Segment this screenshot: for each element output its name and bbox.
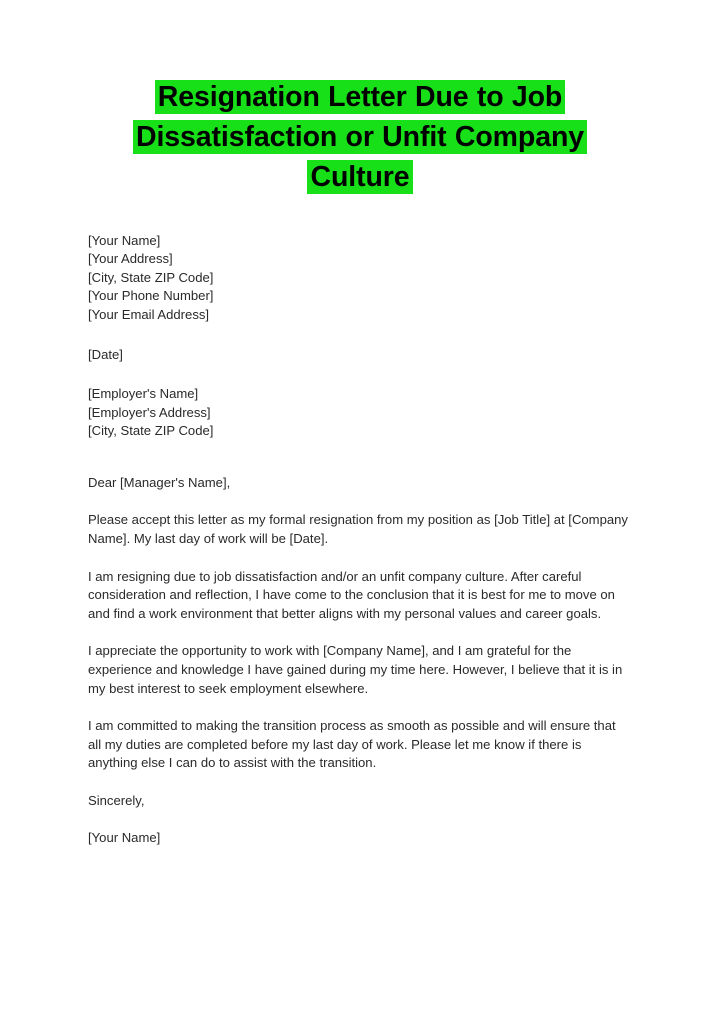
spacer-para-1 [88,549,632,568]
page-title [90,78,630,198]
letter-body [0,232,720,848]
body-paragraph-4: I am committed to making the transition process as smooth as possible and will ensure that all my duties are completed before my last day of work. Please let me know if there is anything else I can do to assist with the transition. [88,718,616,771]
title-block [0,0,720,198]
title-line-2: Dissatisfaction or Unfit Company [133,120,587,154]
body-paragraph-2: I am resigning due to job dissatisfaction and/or an unfit company culture. After careful consideration and reflection, I have come to the conclusion that it is best for me to move on and find a work environment that better aligns with my personal values and career goals. [88,568,615,621]
body-paragraph-3: I appreciate the opportunity to work with [Company Name], and I am grateful for the experience and knowledge I have gained during my time here. However, I believe that it is in my best interest to seek employment elsewhere. [88,643,623,696]
sender-address: [Your Address] [88,251,173,267]
sender-city-state-zip: [City, State ZIP Code] [88,269,214,285]
sender-email: [Your Email Address] [88,306,210,322]
spacer-after-sender [88,325,632,346]
spacer-after-salutation [88,492,632,511]
salutation: Dear [Manager's Name], [88,474,231,490]
sender-phone: [Your Phone Number] [88,288,214,304]
spacer-para-2 [88,623,632,642]
spacer-after-recipient [88,441,632,474]
recipient-address-block [88,385,632,441]
body-paragraph-1: Please accept this letter as my formal resignation from my position as [Job Title] at [Company Name]. My last day of work will be [Date]. [88,512,628,547]
title-line-1: Resignation Letter Due to Job [155,80,565,114]
sender-address-block [88,232,632,325]
closing-valediction: Sincerely, [88,792,145,808]
letter-date: [Date] [88,346,123,362]
title-line-3: Culture [307,160,412,194]
recipient-city-state-zip: [City, State ZIP Code] [88,423,214,439]
recipient-address: [Employer's Address] [88,404,211,420]
spacer-after-date [88,364,632,385]
date-block [88,346,632,365]
spacer-para-4 [88,773,632,792]
signature-name: [Your Name] [88,830,161,846]
spacer-signature [88,810,632,829]
spacer-para-3 [88,698,632,717]
sender-name: [Your Name] [88,232,161,248]
recipient-name: [Employer's Name] [88,386,199,402]
